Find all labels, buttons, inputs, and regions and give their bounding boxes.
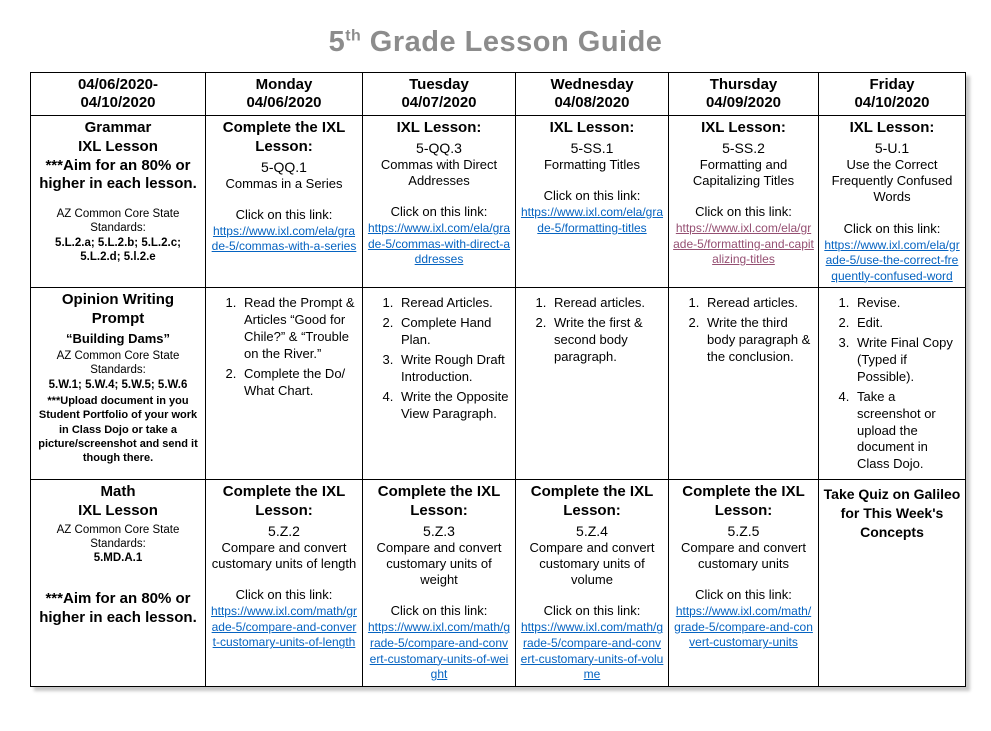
grammar-aim: ***Aim for an 80% or higher in each lesson. (39, 156, 197, 193)
writing-thursday-cell (669, 288, 819, 480)
grammar-monday-link[interactable]: https://www.ixl.com/ela/grade-5/commas-with-a-series (211, 223, 357, 254)
math-row (31, 480, 966, 687)
lesson-code: 5.Z.3 (423, 522, 455, 539)
task-item: 1. Reread articles. (703, 295, 814, 312)
grammar-tuesday-cell (363, 116, 516, 288)
day-name: Thursday (709, 76, 778, 93)
lesson-code: 5-QQ.1 (261, 158, 307, 175)
task-item: 2. Edit. (853, 315, 961, 332)
writing-subtitle: “Building Dams” (65, 330, 170, 346)
writing-tuesday-cell (363, 288, 516, 480)
grammar-subject-cell (31, 116, 206, 288)
page-title (0, 26, 991, 59)
lesson-desc: Formatting Titles (543, 156, 641, 172)
task-item: 1. Read the Prompt & Articles “Good for Chile?” & “Trouble on the River.” (240, 295, 358, 363)
lesson-code: 5.Z.4 (576, 522, 608, 539)
math-tuesday-cell (363, 480, 516, 687)
task-list (210, 295, 358, 399)
math-thursday-cell (669, 480, 819, 687)
lesson-code: 5-U.1 (874, 139, 910, 156)
lesson-desc: Compare and convert customary units of weight (376, 539, 502, 588)
math-standards: 5.MD.A.1 (93, 552, 143, 565)
header-row (31, 73, 966, 116)
link-label: Click on this link: (695, 204, 792, 220)
lesson-code: 5-QQ.3 (416, 139, 462, 156)
lesson-desc: Compare and convert customary units of volume (529, 539, 655, 588)
link-label: Click on this link: (235, 206, 333, 222)
writing-subject-cell (31, 288, 206, 480)
math-standards-label: AZ Common Core State Standards: (56, 523, 180, 551)
day-name: Monday (255, 76, 313, 93)
day-date: 04/08/2020 (554, 94, 630, 111)
lesson-code: 5-SS.1 (570, 139, 614, 156)
task-list (823, 295, 961, 473)
grammar-standards-label: AZ Common Core State Standards: (56, 208, 180, 235)
writing-standards: 5.W.1; 5.W.4; 5.W.5; 5.W.6 (48, 378, 188, 391)
math-monday-link[interactable]: https://www.ixl.com/math/grade-5/compare-and-convert-customary-units-of-length (210, 604, 358, 650)
page-title-number: 5 (328, 26, 346, 58)
lesson-code: 5.Z.5 (727, 522, 760, 539)
task-item: 3. Write Final Copy (Typed if Possible). (853, 335, 961, 386)
day-header-friday (819, 73, 966, 116)
math-wednesday-link[interactable]: https://www.ixl.com/math/grade-5/compare-and-convert-customary-units-of-volume (520, 620, 664, 682)
lesson-heading: IXL Lesson: (396, 119, 482, 136)
day-header-tuesday (363, 73, 516, 116)
day-name: Friday (869, 76, 915, 93)
task-list (520, 295, 664, 366)
grammar-thursday-cell (669, 116, 819, 288)
lesson-desc: Commas with Direct Addresses (380, 156, 498, 188)
lesson-heading: IXL Lesson: (701, 119, 786, 136)
link-label: Click on this link: (695, 587, 792, 603)
grammar-monday-cell (206, 116, 363, 288)
link-label: Click on this link: (235, 587, 333, 603)
grammar-thursday-link[interactable]: https://www.ixl.com/ela/grade-5/formatting-and-capitalizing-titles (673, 221, 814, 267)
lesson-heading: Complete the IXL Lesson: (222, 119, 346, 155)
day-header-wednesday (516, 73, 669, 116)
task-item: 2. Complete the Do/ What Chart. (240, 366, 358, 400)
day-header-thursday (669, 73, 819, 116)
grammar-subtitle: IXL Lesson (78, 137, 158, 155)
lesson-guide-table (30, 72, 966, 687)
day-date: 04/06/2020 (246, 94, 322, 111)
day-name: Wednesday (550, 76, 634, 93)
writing-monday-cell (206, 288, 363, 480)
week-range-line2: 04/10/2020 (80, 94, 156, 111)
lesson-code: 5-SS.2 (722, 139, 765, 156)
week-range-line1: 04/06/2020- (77, 76, 159, 93)
day-name: Tuesday (409, 76, 469, 93)
grammar-row (31, 116, 966, 288)
lesson-desc: Commas in a Series (225, 175, 343, 191)
lesson-heading: IXL Lesson: (849, 119, 935, 136)
writing-standards-label: AZ Common Core State Standards: (56, 350, 180, 377)
task-item: 4. Take a screenshot or upload the document in Class Dojo. (853, 389, 961, 473)
writing-upload-note: ***Upload document in you Student Portfolio of your work in Class Dojo or take a picture/screenshot and send it though there. (38, 395, 198, 465)
week-range-header (31, 73, 206, 116)
grammar-friday-link[interactable]: https://www.ixl.com/ela/grade-5/use-the-correct-frequently-confused-word (824, 237, 960, 283)
link-label: Click on this link: (543, 188, 641, 203)
writing-friday-cell (819, 288, 966, 480)
lesson-code: 5.Z.2 (268, 522, 300, 539)
day-date: 04/07/2020 (401, 94, 477, 111)
lesson-desc: Compare and convert customary units (680, 539, 806, 571)
task-item: 1. Reread Articles. (397, 295, 511, 312)
math-subject: Math (100, 483, 136, 501)
math-wednesday-cell (516, 480, 669, 687)
link-label: Click on this link: (843, 220, 941, 236)
galileo-quiz-note: Take Quiz on Galileo for This Week's Concepts (823, 486, 961, 540)
lesson-heading: Complete the IXL Lesson: (222, 483, 346, 519)
day-header-monday (206, 73, 363, 116)
writing-subject: Opinion Writing Prompt (61, 291, 175, 328)
writing-row (31, 288, 966, 480)
task-list (367, 295, 511, 422)
math-subject-cell (31, 480, 206, 687)
math-subtitle: IXL Lesson (78, 501, 158, 519)
grammar-friday-cell (819, 116, 966, 288)
task-list (673, 295, 814, 366)
task-item: 2. Complete Hand Plan. (397, 315, 511, 349)
lesson-heading: Complete the IXL Lesson: (682, 483, 805, 519)
link-label: Click on this link: (543, 603, 641, 619)
task-item: 1. Reread articles. (550, 295, 664, 312)
grammar-wednesday-link[interactable]: https://www.ixl.com/ela/grade-5/formatting-titles (520, 205, 664, 235)
task-item: 4. Write the Opposite View Paragraph. (397, 389, 511, 423)
math-monday-cell (206, 480, 363, 687)
lesson-desc: Use the Correct Frequently Confused Words (831, 156, 953, 205)
grammar-standards: 5.L.2.a; 5.L.2.b; 5.L.2.c; 5.L.2.d; 5.l.2.e (55, 236, 181, 264)
math-thursday-link[interactable]: https://www.ixl.com/math/grade-5/compare-and-convert-customary-units (674, 604, 813, 650)
day-date: 04/10/2020 (854, 94, 930, 111)
math-friday-cell (819, 480, 966, 687)
grammar-subject: Grammar (84, 119, 152, 136)
grammar-tuesday-link[interactable]: https://www.ixl.com/ela/grade-5/commas-with-direct-addresses (367, 221, 511, 267)
page-title-superscript: th (345, 27, 362, 45)
task-item: 1. Revise. (853, 295, 961, 312)
lesson-heading: Complete the IXL Lesson: (377, 483, 501, 519)
task-item: 3. Write Rough Draft Introduction. (397, 352, 511, 386)
lesson-desc: Formatting and Capitalizing Titles (692, 156, 795, 188)
math-tuesday-link[interactable]: https://www.ixl.com/math/grade-5/compare-and-convert-customary-units-of-weight (367, 620, 511, 682)
task-item: 2. Write the first & second body paragraph. (550, 315, 664, 366)
lesson-heading: IXL Lesson: (549, 119, 635, 136)
link-label: Click on this link: (390, 204, 488, 220)
task-item: 2. Write the third body paragraph & the conclusion. (703, 315, 814, 366)
grammar-wednesday-cell (516, 116, 669, 288)
lesson-heading: Complete the IXL Lesson: (530, 483, 654, 519)
writing-wednesday-cell (516, 288, 669, 480)
page-title-text: Grade Lesson Guide (361, 26, 663, 58)
day-date: 04/09/2020 (705, 94, 782, 111)
link-label: Click on this link: (390, 603, 488, 619)
lesson-desc: Compare and convert customary units of length (211, 539, 357, 571)
math-aim: ***Aim for an 80% or higher in each lesson. (39, 589, 197, 626)
